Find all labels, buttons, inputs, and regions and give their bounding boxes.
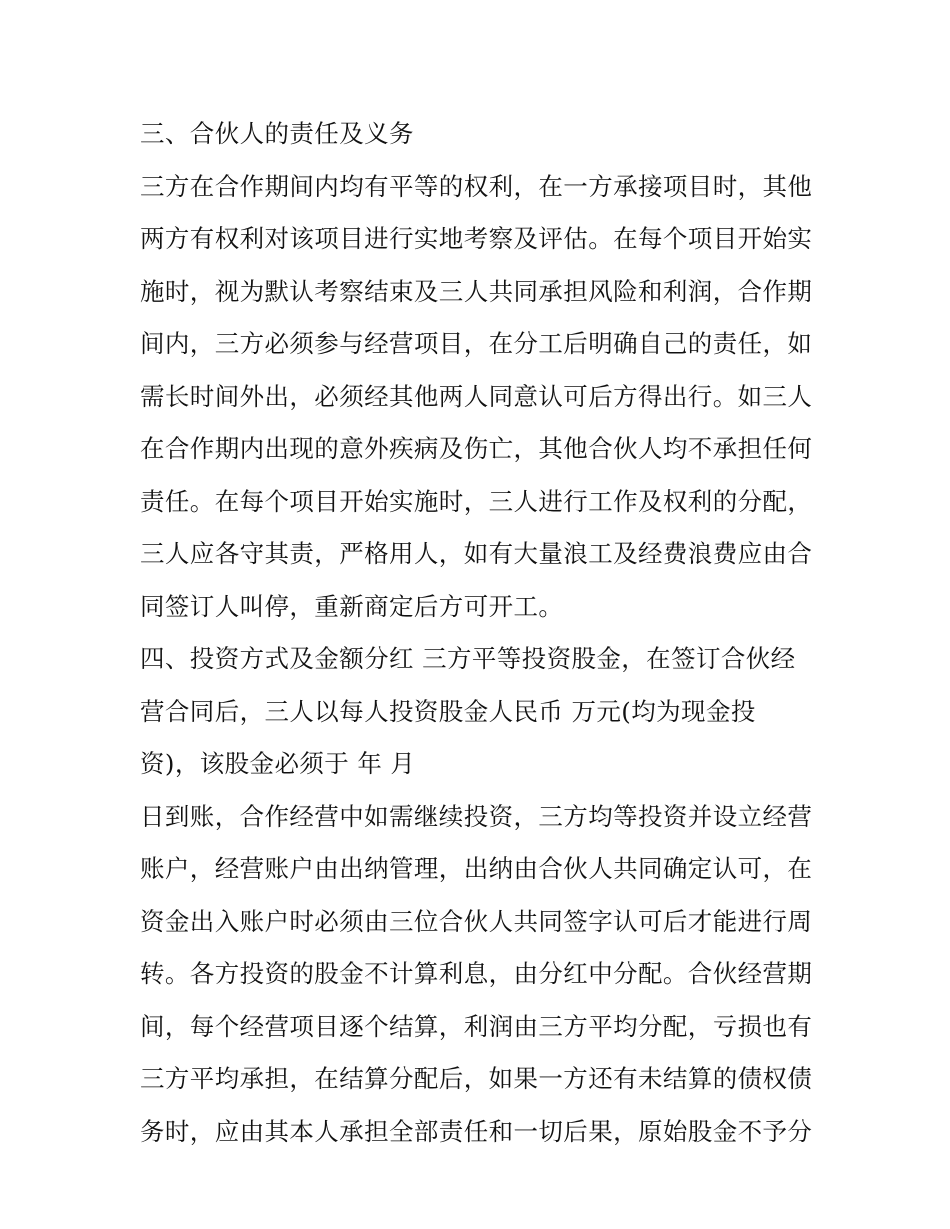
section-heading-investment: 四、投资方式及金额分红 三方平等投资股金，在签订合伙经 [140,644,796,673]
text-line: 三方在合作期间内均有平等的权利，在一方承接项目时，其他 [140,171,813,201]
text-line: 间内，三方必须参与经营项目，在分工后明确自己的责任，如 [140,329,813,358]
text-line: 资)，该股金必须于 年 月 [140,749,416,778]
text-line: 务时，应由其本人承担全部责任和一切后果，原始股金不予分 [140,1116,813,1146]
text-line: 在合作期内出现的意外疾病及伤亡，其他合伙人均不承担任何 [140,434,813,463]
text-line: 账户，经营账户由出纳管理，出纳由合伙人共同确定认可，在 [140,854,813,883]
text-line: 日到账，合作经营中如需继续投资，三方均等投资并设立经营 [140,801,813,831]
text-line: 两方有权利对该项目进行实地考察及评估。在每个项目开始实 [140,224,813,253]
text-line: 施时，视为默认考察结束及三人共同承担风险和利润，合作期 [140,276,813,306]
text-line: 营合同后，三人以每人投资股金人民币 万元(均为现金投 [140,696,756,726]
text-line: 需长时间外出，必须经其他两人同意认可后方得出行。如三人 [140,381,813,411]
text-line: 转。各方投资的股金不计算利息，由分红中分配。合伙经营期 [140,959,813,988]
text-line: 间，每个经营项目逐个结算，利润由三方平均分配，亏损也有 [140,1011,813,1041]
text-line: 责任。在每个项目开始实施时，三人进行工作及权利的分配， [140,486,813,516]
text-line: 三人应各守其责，严格用人，如有大量浪工及经费浪费应由合 [140,539,813,568]
document-body [140,108,830,1158]
section-heading-responsibilities: 三、合伙人的责任及义务 [140,119,414,148]
text-line: 同签订人叫停，重新商定后方可开工。 [140,591,564,621]
text-line: 三方平均承担，在结算分配后，如果一方还有未结算的债权债 [140,1064,813,1093]
text-line: 资金出入账户时必须由三位合伙人共同签字认可后才能进行周 [140,906,813,936]
